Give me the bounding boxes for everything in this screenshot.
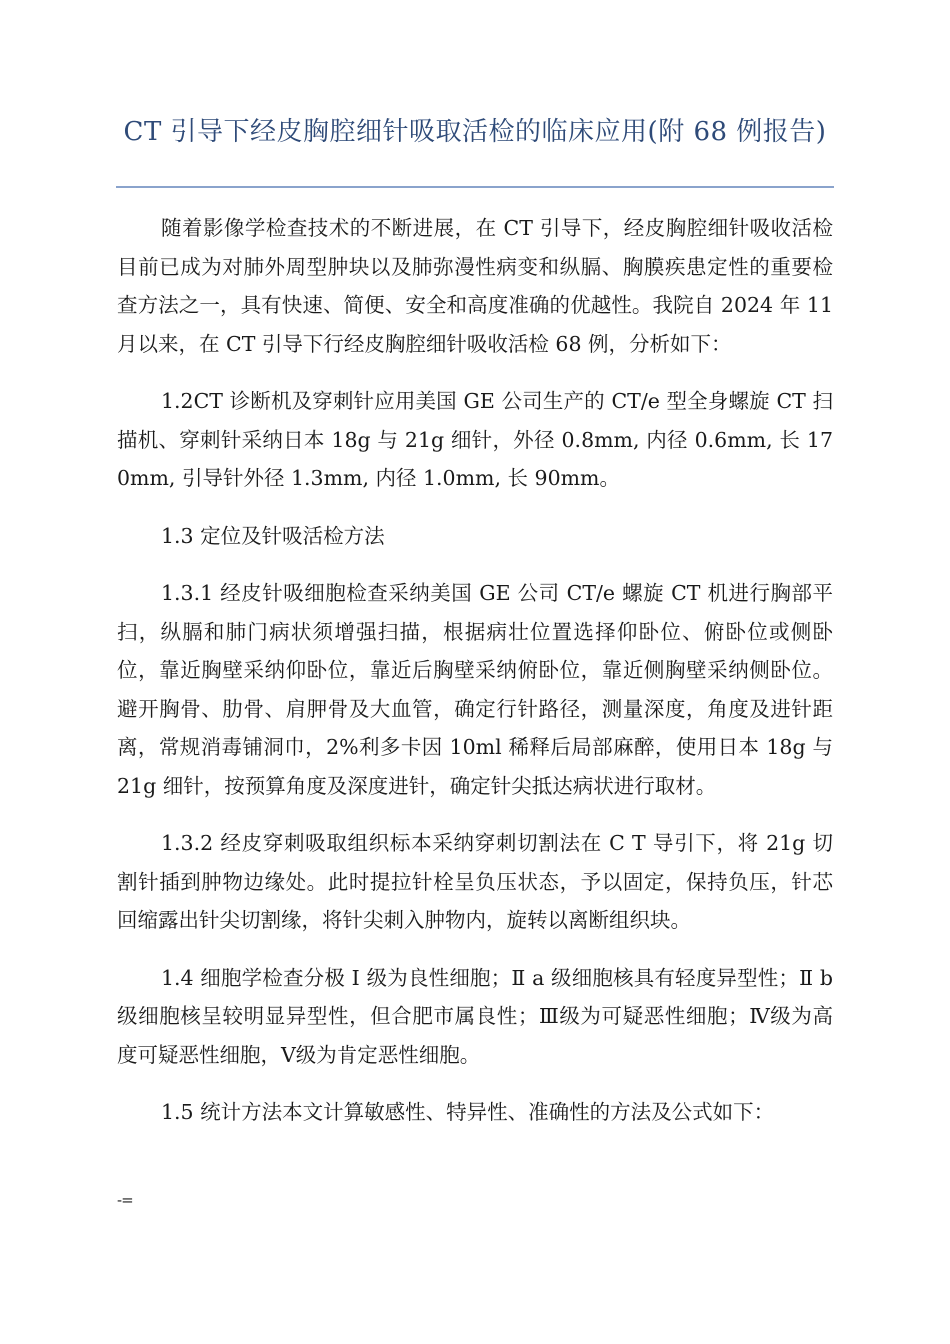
- paragraph-1-4-grading: 1.4 细胞学检查分极 Ⅰ 级为良性细胞；Ⅱ a 级细胞核具有轻度异型性；Ⅱ b 级细胞核呈较明显异型性，但合肥市属良性；Ⅲ级为可疑恶性细胞；Ⅳ级为高度可疑恶性细胞，Ⅴ级为肯定恶性细胞。: [117, 965, 833, 1067]
- paragraph-1-5-statistics: 1.5 统计方法本文计算敏感性、特异性、准确性的方法及公式如下：: [161, 1100, 775, 1124]
- paragraph-1-3-heading: 1.3 定位及针吸活检方法: [161, 523, 385, 548]
- document-title: CT 引导下经皮胸腔细针吸取活检的临床应用(附 68 例报告): [123, 117, 827, 147]
- paragraph-intro: 随着影像学检查技术的不断进展，在 CT 引导下，经皮胸腔细针吸收活检目前已成为对肺外周型肿块以及肺弥漫性病变和纵膈、胸膜疾患定性的重要检查方法之一，具有快速、简便、安全和高度准确的优越性。我院自 2024 年 11 月以来，在 CT 引导下行经皮胸腔细针吸收活检 68 例，分析如下：: [117, 216, 833, 356]
- paragraph-1-2-equipment: 1.2CT 诊断机及穿刺针应用美国 GE 公司生产的 CT/e 型全身螺旋 CT 扫描机、穿刺针采纳日本 18g 与 21g 细针，外径 0.8mm, 内径 0.6mm, 长 170mm, 引导针外径 1.3mm, 内径 1.0mm, 长 90mm。: [117, 389, 833, 490]
- paragraph-1-3-1-method: 1.3.1 经皮针吸细胞检查采纳美国 GE 公司 CT/e 螺旋 CT 机进行胸部平扫，纵膈和肺门病状须增强扫描，根据病壮位置选择仰卧位、俯卧位或侧卧位，靠近胸壁采纳仰卧位，靠近后胸壁采纳俯卧位，靠近侧胸壁采纳侧卧位。避开胸骨、肋骨、肩胛骨及大血管，确定行针路径，测量深度，角度及进针距离，常规消毒铺洞巾，2%利多卡因 10ml 稀释后局部麻醉，使用日本 18g 与 21g 细针，按预算角度及深度进针，确定针尖抵达病状进行取材。: [117, 581, 833, 798]
- formula-fragment: -=: [117, 1191, 133, 1209]
- title-underline-rule: [116, 186, 834, 188]
- paragraph-1-3-2-method: 1.3.2 经皮穿刺吸取组织标本采纳穿刺切割法在 C T 导引下，将 21g 切割针插到肿物边缘处。此时提拉针栓呈负压状态，予以固定，保持负压，针芯回缩露出针尖切割缘，将针尖刺入肿物内，旋转以离断组织块。: [117, 831, 833, 932]
- document-body: [117, 209, 833, 1151]
